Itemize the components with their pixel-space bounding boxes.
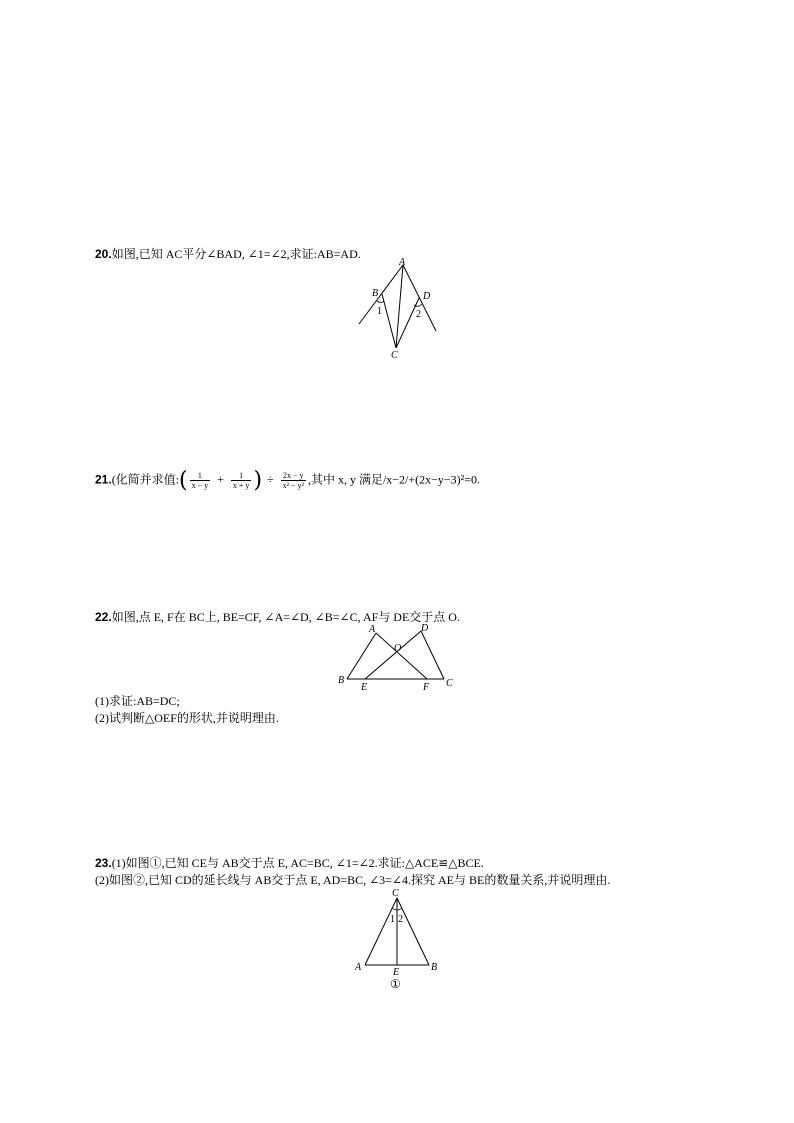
q21-text [95, 468, 480, 493]
q23-number: 23. [95, 856, 112, 870]
q20-label-A: A [399, 257, 406, 268]
q21-fraction-3 [281, 471, 306, 490]
q23-figure-1 [350, 886, 445, 994]
q22-label-A: A [369, 624, 376, 635]
q21-right-paren: ) [253, 468, 263, 493]
q20-label-1: 1 [377, 306, 382, 317]
q21-f3-num: 2x − y [281, 471, 306, 481]
q21-div: ÷ [267, 472, 274, 487]
q23-part2: (2)如图②,已知 CD的延长线与 AB交于点 E, AD=BC, ∠3=∠4.探究 AE与 BE的数量关系,并说明理由. [95, 873, 611, 887]
q22-statement: 如图,点 E, F在 BC上, BE=CF, ∠A=∠D, ∠B=∠C, AF与 DE交于点 O. [111, 610, 460, 624]
q23-label-1: 1 [390, 914, 395, 925]
q21-f2-den: x + y [232, 481, 250, 490]
q22-line-DC [421, 631, 444, 679]
q23-label-E: E [393, 967, 400, 978]
q21-plus: + [217, 472, 224, 487]
q20-text [95, 245, 361, 262]
q20-statement: 如图,已知 AC平分∠BAD, ∠1=∠2,求证:AB=AD. [111, 247, 361, 261]
q21-left-paren: ( [179, 468, 188, 493]
q22-figure [335, 620, 460, 694]
q21-f1-num: 1 [190, 471, 211, 481]
q23-label-2: 2 [398, 914, 403, 925]
q23-label-A: A [355, 962, 362, 973]
q22-label-D: D [421, 623, 429, 634]
q20-label-2: 2 [416, 309, 421, 320]
q21-f1-den: x − y [191, 481, 209, 490]
q20-angle1-arc [377, 301, 384, 303]
q22-part2: (2)试判断△OEF的形状,并说明理由. [95, 711, 279, 725]
q21-f2-num: 1 [231, 471, 252, 481]
q22-label-E: E [361, 682, 368, 693]
q23-part1: (1)如图①,已知 CE与 AB交于点 E, AC=BC, ∠1=∠2.求证:△ACE≌△BCE. [111, 856, 484, 870]
q21-suffix: ,其中 x, y 满足/x−2/+(2x−y−3)²=0. [307, 472, 481, 487]
q23-part1-line [95, 854, 484, 871]
q21-fraction-1 [190, 471, 211, 490]
q22-label-B: B [338, 675, 345, 686]
q22-label-C: C [446, 678, 453, 689]
q22-label-F: F [423, 682, 430, 693]
q22-part1: (1)求证:AB=DC; [95, 694, 180, 708]
q23-caption: ① [390, 977, 401, 991]
q20-label-C: C [391, 350, 398, 361]
q22-line-AB [347, 633, 376, 679]
q20-label-D: D [423, 291, 431, 302]
q22-line-DE [365, 631, 421, 679]
q21-number: 21. [95, 472, 112, 487]
q20-line-BC [382, 294, 396, 348]
q20-figure [350, 256, 445, 364]
q21-f3-den: x² − y² [282, 481, 304, 490]
q23-label-B: B [431, 962, 438, 973]
q22-label-O: O [394, 643, 402, 654]
q21-prefix: (化简并求值: [111, 472, 180, 487]
q20-label-B: B [372, 288, 379, 299]
q22-line-AF [376, 633, 427, 679]
q20-number: 20. [95, 247, 112, 261]
q21-fraction-2 [231, 471, 252, 490]
q22-number: 22. [95, 610, 112, 624]
q23-label-C: C [392, 888, 399, 899]
